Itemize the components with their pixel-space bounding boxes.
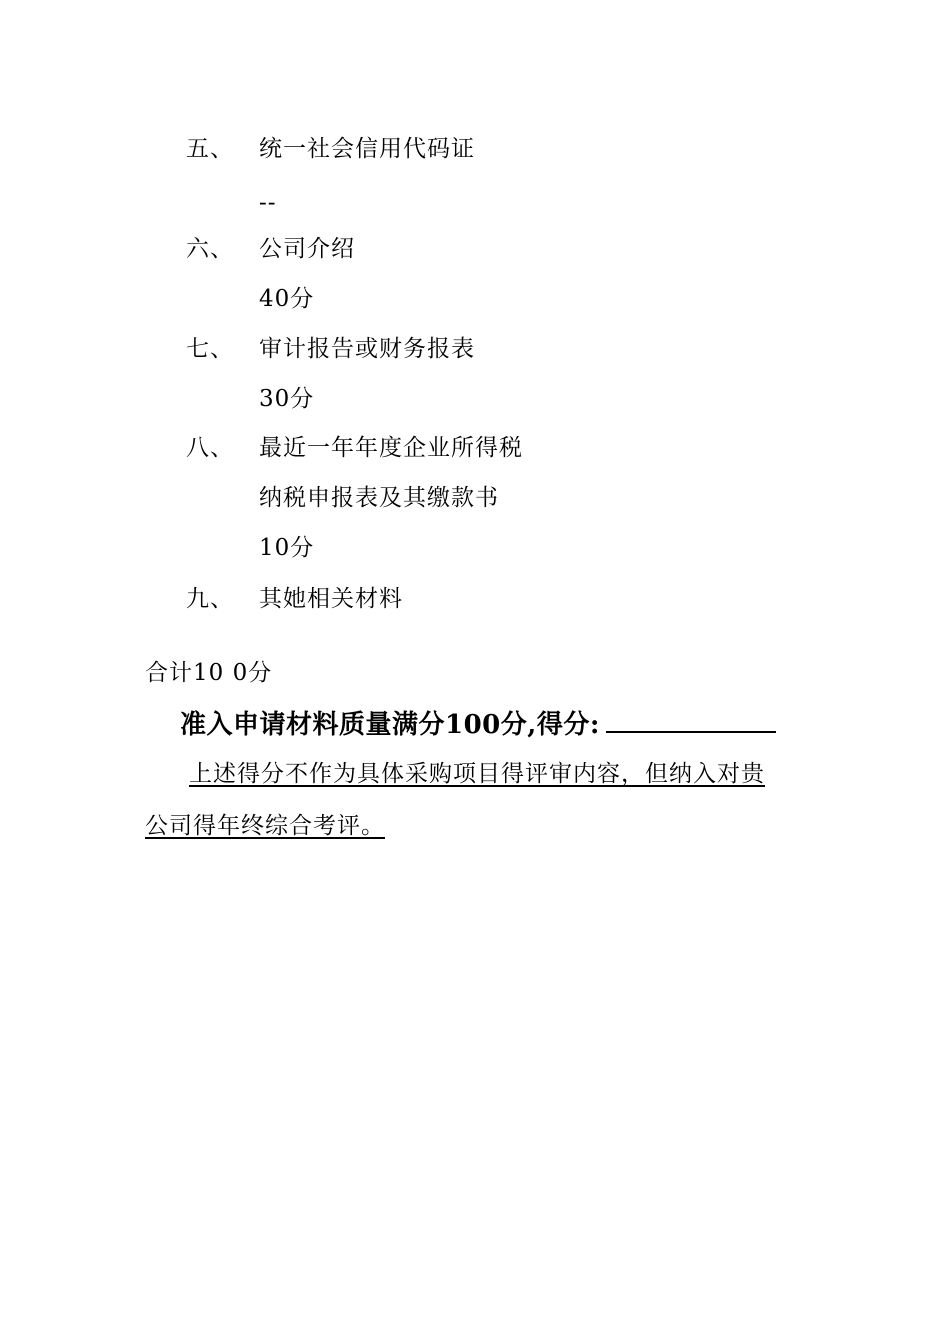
item-title-5: 统一社会信用代码证 bbox=[259, 136, 475, 162]
score-note bbox=[145, 748, 810, 852]
item-title-8-cont: 纳税申报表及其缴款书 bbox=[259, 485, 499, 511]
item-score-8: 10分 bbox=[259, 535, 315, 561]
item-title-7: 审计报告或财务报表 bbox=[259, 336, 475, 362]
item-score-5: -- bbox=[259, 190, 277, 216]
score-heading-text: 准入申请材料质量满分100分,得分: bbox=[180, 710, 600, 740]
item-score-7: 30分 bbox=[259, 386, 315, 412]
item-number-9: 九、 bbox=[186, 586, 234, 612]
item-number-8: 八、 bbox=[186, 435, 234, 461]
item-title-9: 其她相关材料 bbox=[259, 586, 403, 612]
item-title-6: 公司介绍 bbox=[259, 236, 355, 262]
item-score-6: 40分 bbox=[259, 286, 315, 312]
item-number-6: 六、 bbox=[186, 236, 234, 262]
score-heading bbox=[180, 705, 776, 742]
item-number-5: 五、 bbox=[186, 136, 234, 162]
item-title-8: 最近一年年度企业所得税 bbox=[259, 435, 523, 461]
score-note-line-1: 上述得分不作为具体采购项目得评审内容，但纳入对贵 bbox=[189, 761, 765, 787]
score-blank-line bbox=[606, 705, 776, 733]
item-number-7: 七、 bbox=[186, 336, 234, 362]
total-score: 合计10 0分 bbox=[145, 660, 273, 686]
score-note-line-2: 公司得年终综合考评。 bbox=[145, 813, 385, 839]
